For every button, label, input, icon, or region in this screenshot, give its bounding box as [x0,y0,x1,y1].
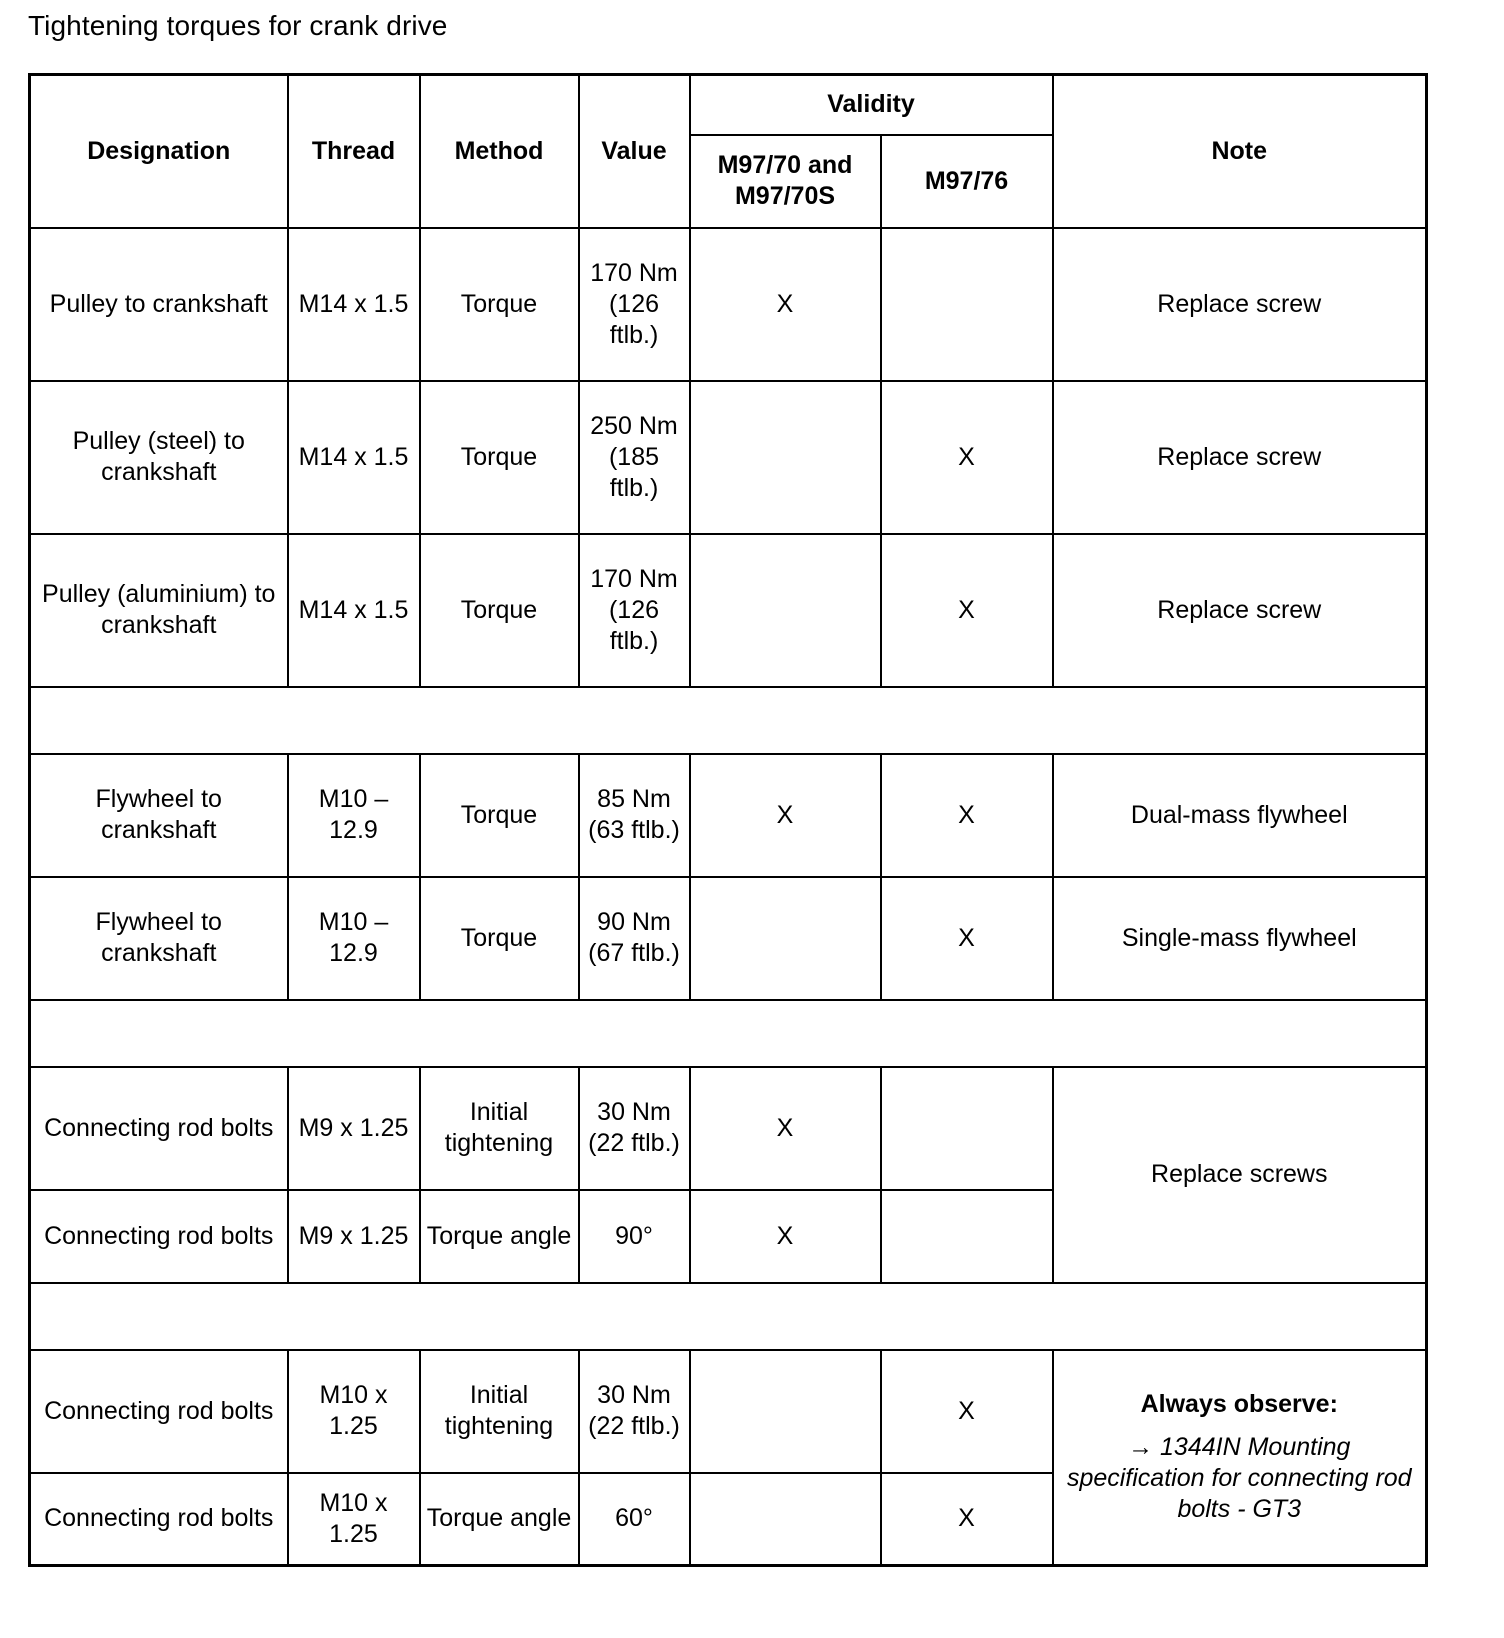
table-row [30,381,1427,534]
header-designation: Designation [30,75,288,228]
header-note: Note [1053,75,1427,228]
method-cell: Torque [420,877,579,1000]
value-cell: 170 Nm (126 ftlb.) [579,534,690,687]
note-cell: Replace screws [1053,1067,1427,1283]
header-thread: Thread [288,75,420,228]
validity-b-cell [881,228,1053,381]
validity-b-cell: X [881,1350,1053,1473]
method-cell: Torque [420,381,579,534]
validity-b-cell: X [881,1473,1053,1566]
method-cell: Torque [420,228,579,381]
designation-cell: Flywheel to crankshaft [30,754,288,877]
value-cell: 90° [579,1190,690,1283]
designation-cell: Connecting rod bolts [30,1473,288,1566]
thread-cell: M14 x 1.5 [288,381,420,534]
note-cell: Single-mass flywheel [1053,877,1427,1000]
thread-cell: M14 x 1.5 [288,534,420,687]
designation-cell: Pulley to crankshaft [30,228,288,381]
separator-cell [30,687,1427,754]
method-cell: Initial tightening [420,1350,579,1473]
designation-cell: Flywheel to crankshaft [30,877,288,1000]
thread-cell: M10 x 1.25 [288,1473,420,1566]
validity-a-cell [690,534,881,687]
table-row [30,1067,1427,1190]
separator-row [30,1000,1427,1067]
validity-a-cell [690,1473,881,1566]
method-cell: Torque angle [420,1473,579,1566]
designation-cell: Pulley (aluminium) to crankshaft [30,534,288,687]
value-cell: 250 Nm (185 ftlb.) [579,381,690,534]
method-cell: Torque [420,534,579,687]
torque-table [28,73,1428,1567]
designation-cell: Pulley (steel) to crankshaft [30,381,288,534]
note-cell: Replace screw [1053,381,1427,534]
thread-cell: M14 x 1.5 [288,228,420,381]
validity-a-cell [690,1350,881,1473]
table-row [30,754,1427,877]
thread-cell: M10 – 12.9 [288,754,420,877]
note-cell: Dual-mass flywheel [1053,754,1427,877]
method-cell: Torque [420,754,579,877]
header-method: Method [420,75,579,228]
value-cell: 85 Nm (63 ftlb.) [579,754,690,877]
note-cell: Replace screw [1053,228,1427,381]
separator-row [30,687,1427,754]
thread-cell: M9 x 1.25 [288,1190,420,1283]
validity-b-cell: X [881,534,1053,687]
validity-b-cell [881,1067,1053,1190]
validity-a-cell [690,381,881,534]
validity-b-cell: X [881,381,1053,534]
table-row [30,1350,1427,1473]
thread-cell: M10 x 1.25 [288,1350,420,1473]
method-cell: Initial tightening [420,1067,579,1190]
header-value: Value [579,75,690,228]
value-cell: 90 Nm (67 ftlb.) [579,877,690,1000]
designation-cell: Connecting rod bolts [30,1350,288,1473]
table-row [30,877,1427,1000]
value-cell: 30 Nm (22 ftlb.) [579,1067,690,1190]
thread-cell: M9 x 1.25 [288,1067,420,1190]
validity-b-cell [881,1190,1053,1283]
designation-cell: Connecting rod bolts [30,1190,288,1283]
value-cell: 170 Nm (126 ftlb.) [579,228,690,381]
note-cell: Replace screw [1053,534,1427,687]
validity-b-cell: X [881,877,1053,1000]
header-validity-m97-70: M97/70 and M97/70S [690,135,881,228]
validity-a-cell: X [690,1190,881,1283]
separator-cell [30,1283,1427,1350]
note-heading: Always observe: [1140,1390,1338,1419]
value-cell: 60° [579,1473,690,1566]
separator-row [30,1283,1427,1350]
note-reference-link[interactable]: → 1344IN Mounting specification for connecting rod bolts - GT3 [1066,1433,1412,1524]
value-cell: 30 Nm (22 ftlb.) [579,1350,690,1473]
validity-a-cell [690,877,881,1000]
validity-a-cell: X [690,754,881,877]
separator-cell [30,1000,1427,1067]
method-cell: Torque angle [420,1190,579,1283]
header-validity: Validity [690,75,1053,135]
designation-cell: Connecting rod bolts [30,1067,288,1190]
thread-cell: M10 – 12.9 [288,877,420,1000]
note-cell [1053,1350,1427,1566]
table-row [30,228,1427,381]
validity-a-cell: X [690,228,881,381]
page-title: Tightening torques for crank drive [28,10,448,41]
header-validity-m97-76: M97/76 [881,135,1053,228]
table-row [30,534,1427,687]
validity-b-cell: X [881,754,1053,877]
validity-a-cell: X [690,1067,881,1190]
